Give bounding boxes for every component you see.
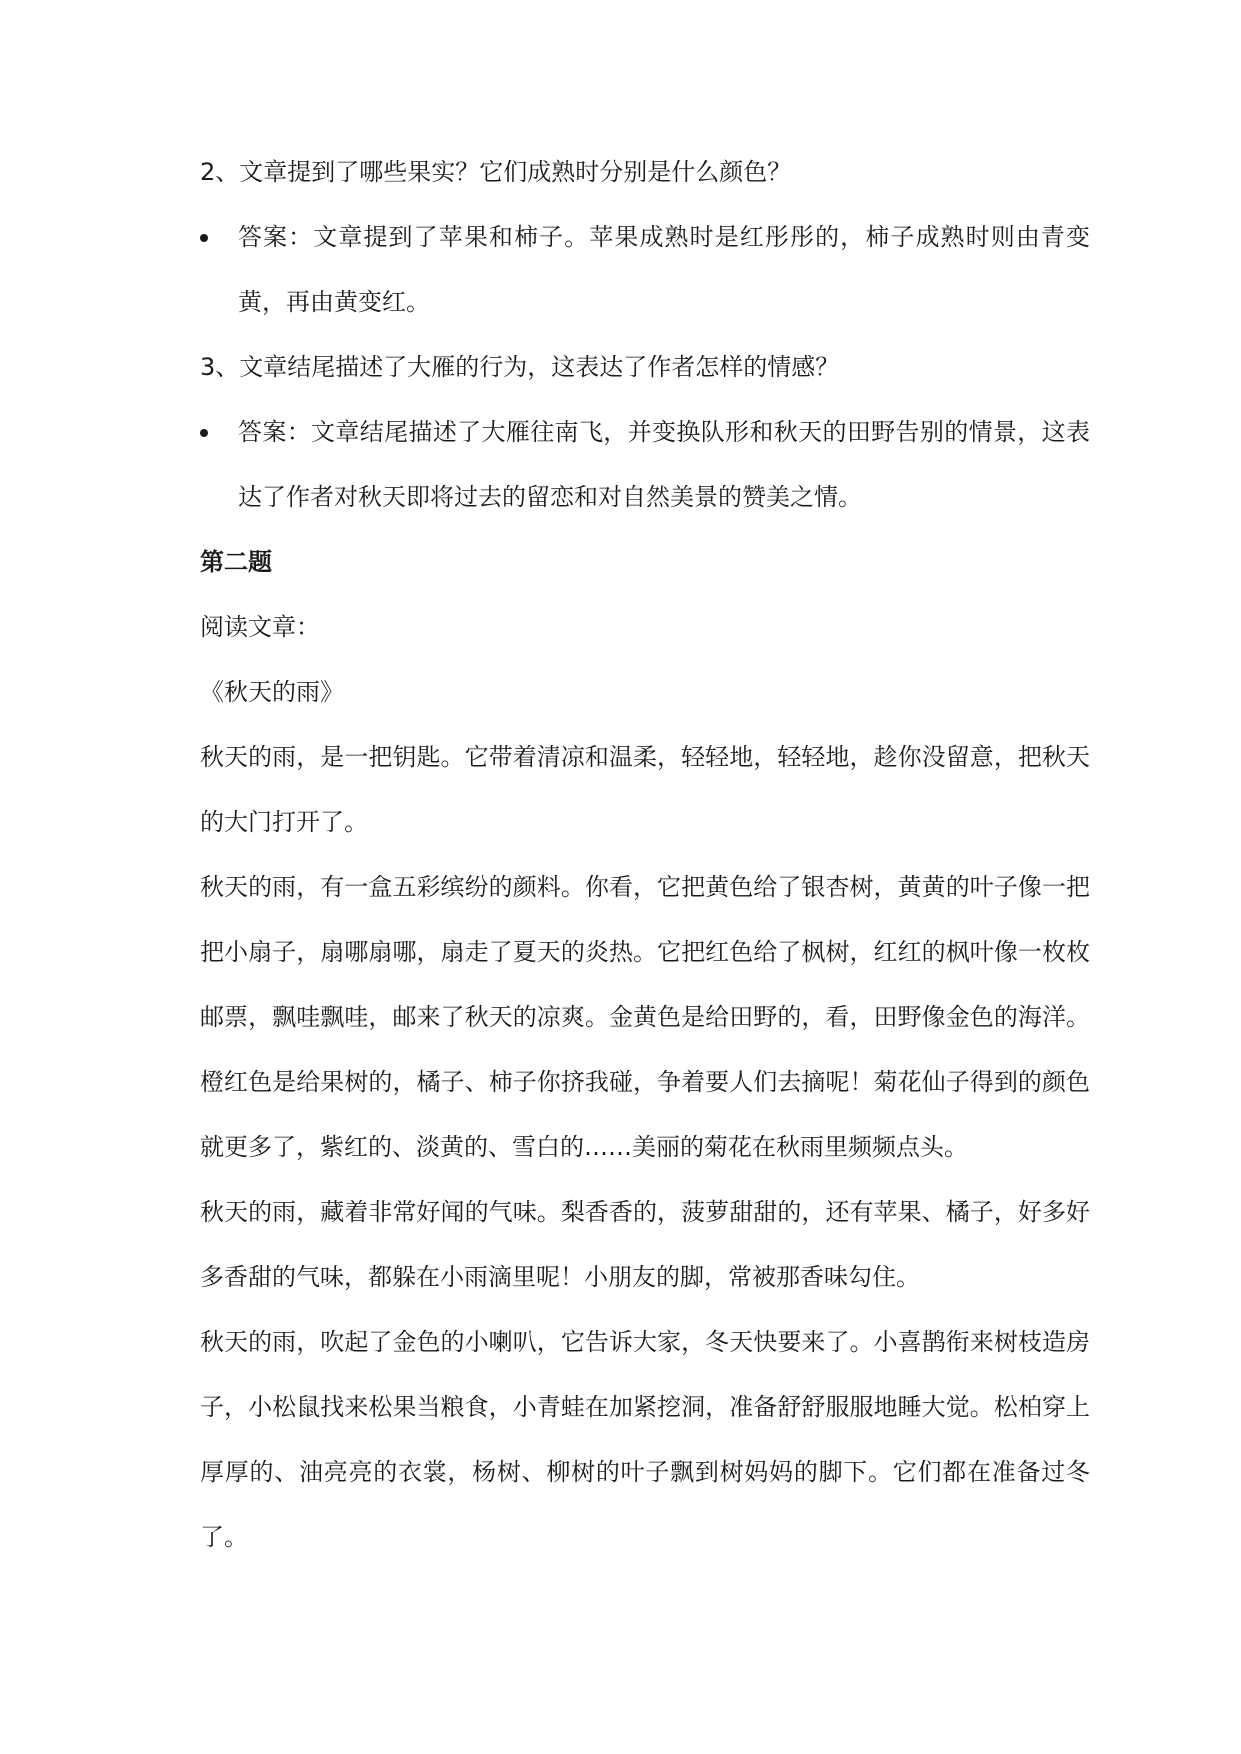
article-paragraph: 秋天的雨，藏着非常好闻的气味。梨香香的，菠萝甜甜的，还有苹果、橘子，好多好多香甜的气味，都躲在小雨滴里呢！小朋友的脚，常被那香味勾住。 [200,1198,1090,1291]
article-paragraph: 秋天的雨，吹起了金色的小喇叭，它告诉大家，冬天快要来了。小喜鹊衔来树枝造房子，小松鼠找来松果当粮食，小青蛙在加紧挖洞，准备舒舒服服地睡大觉。松柏穿上厚厚的、油亮亮的衣裳，杨树、柳树的叶子飘到树妈妈的脚下。它们都在准备过冬了。 [200,1328,1090,1551]
section-heading: 第二题 [200,548,272,576]
answer-2-text: 答案：文章提到了苹果和柿子。苹果成熟时是红彤彤的，柿子成熟时则由青变黄，再由黄变红。 [238,223,1090,316]
answer-3-text: 答案：文章结尾描述了大雁往南飞，并变换队形和秋天的田野告别的情景，这表达了作者对秋天即将过去的留恋和对自然美景的赞美之情。 [238,418,1090,511]
article-paragraph: 秋天的雨，有一盒五彩缤纷的颜料。你看，它把黄色给了银杏树，黄黄的叶子像一把把小扇子，扇哪扇哪，扇走了夏天的炎热。它把红色给了枫树，红红的枫叶像一枚枚邮票，飘哇飘哇，邮来了秋天的凉爽。金黄色是给田野的，看，田野像金色的海洋。橙红色是给果树的，橘子、柿子你挤我碰，争着要人们去摘呢！菊花仙子得到的颜色就更多了，紫红的、淡黄的、雪白的……美丽的菊花在秋雨里频频点头。 [200,873,1090,1161]
article-paragraph: 秋天的雨，是一把钥匙。它带着清凉和温柔，轻轻地，轻轻地，趁你没留意，把秋天的大门打开了。 [200,743,1090,836]
bullet-icon [200,234,208,242]
answer-3 [200,400,1090,530]
question-3: 3、文章结尾描述了大雁的行为，这表达了作者怎样的情感？ [200,353,840,381]
reading-instruction: 阅读文章： [200,613,320,641]
document-content [200,140,1090,1570]
article-title: 《秋天的雨》 [200,678,344,706]
answer-2 [200,205,1090,335]
bullet-icon [200,429,208,437]
question-2: 2、文章提到了哪些果实？它们成熟时分别是什么颜色？ [200,158,792,186]
